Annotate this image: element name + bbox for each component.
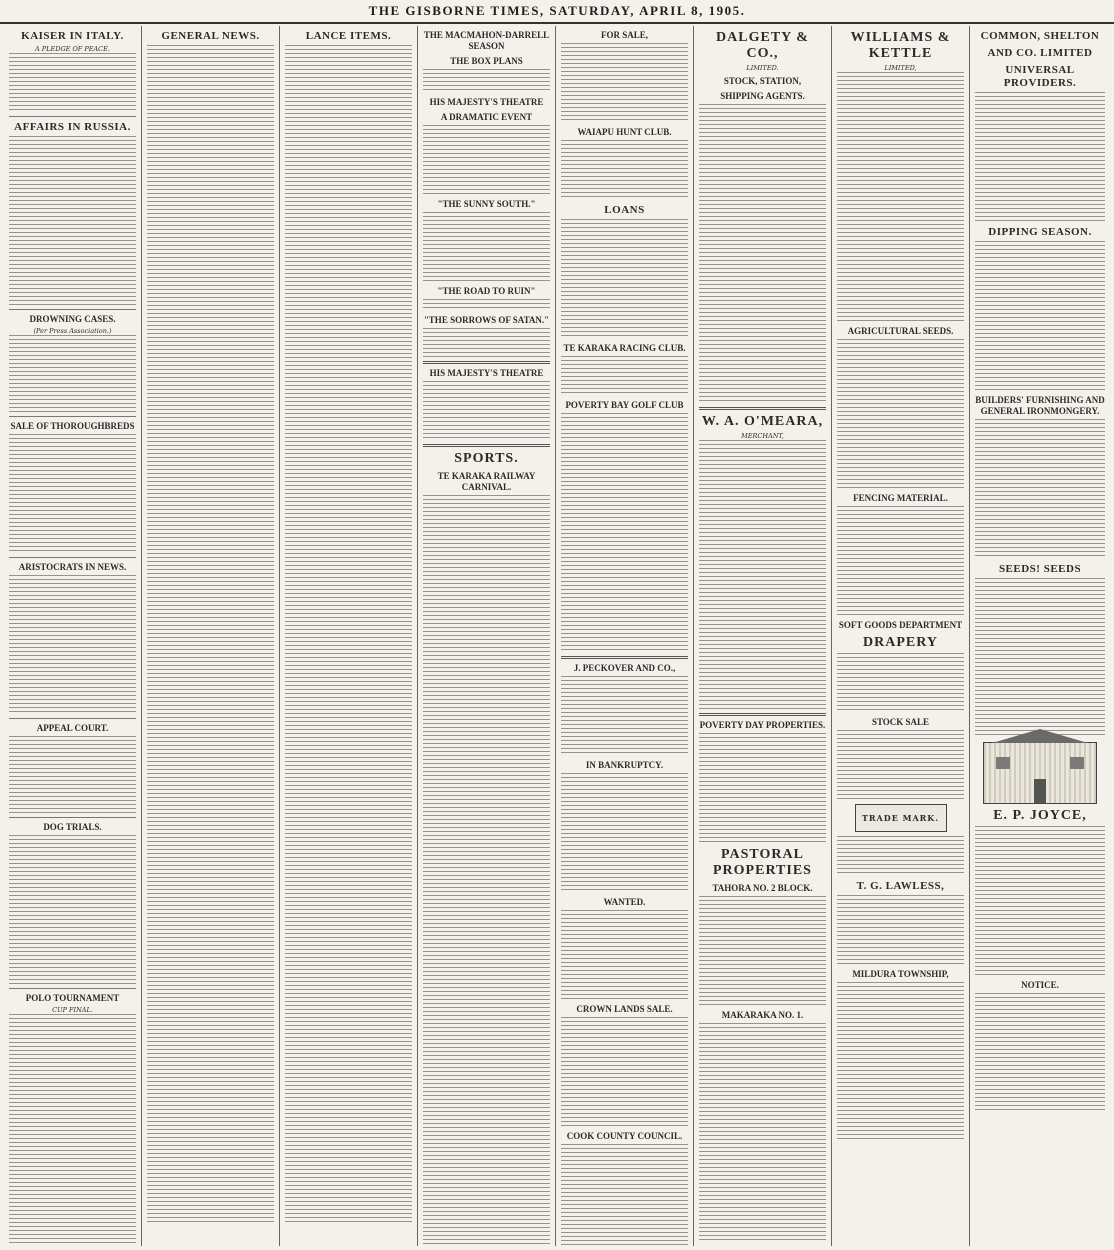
headline-peckover: J. PECKOVER AND CO.,	[573, 663, 676, 673]
headline-shipping-agents: SHIPPING AGENTS.	[720, 91, 805, 101]
headline-makaraka: MAKARAKA NO. 1.	[721, 1010, 804, 1020]
headline-sorrows: "THE SORROWS OF SATAN."	[423, 315, 550, 325]
article-russia-text	[9, 136, 136, 306]
headline-polo: POLO TOURNAMENT	[25, 993, 120, 1003]
universal-text	[975, 92, 1105, 222]
column-4	[418, 26, 556, 1246]
headline-dalgety: DALGETY & CO.,	[716, 30, 809, 61]
headline-majestys-theatre: HIS MAJESTY'S THEATRE	[429, 97, 544, 107]
column-5	[556, 26, 694, 1246]
majestys-2-text	[423, 381, 550, 441]
sorrows-text	[423, 328, 550, 358]
headline-stock-station: STOCK, STATION,	[723, 76, 802, 86]
subhead-polo: CUP FINAL.	[52, 1006, 93, 1014]
headline-mildura: MILDURA TOWNSHIP,	[852, 969, 949, 979]
williams-kettle-text	[837, 72, 964, 322]
headline-crown-lands: CROWN LANDS SALE.	[576, 1004, 673, 1014]
headline-dog-trials: DOG TRIALS.	[43, 822, 102, 832]
headline-cook-county: COOK COUNTY COUNCIL.	[566, 1131, 683, 1141]
crown-lands-text	[561, 1017, 688, 1127]
headline-road-to-ruin: "THE ROAD TO RUIN"	[437, 286, 536, 296]
headline-appeal-court: APPEAL COURT.	[36, 723, 109, 733]
headline-aristocrats: ARISTOCRATS IN NEWS.	[18, 562, 127, 572]
article-appeal-text	[9, 736, 136, 814]
trade-mark-logo: TRADE MARK.	[855, 804, 947, 832]
column-1	[4, 26, 142, 1246]
karaka-racing-text	[561, 356, 688, 396]
masthead-title: THE GISBORNE TIMES, SATURDAY, APRIL 8, 1905.	[368, 3, 746, 18]
peckover-text	[561, 676, 688, 756]
headline-for-sale: FOR SALE,	[600, 30, 648, 40]
headline-stock-sale: STOCK SALE	[871, 717, 930, 727]
sunny-south-text	[423, 212, 550, 282]
subhead-drowning: (Per Press Association.)	[33, 327, 112, 335]
headline-pastoral: PASTORAL PROPERTIES	[713, 847, 812, 878]
headline-drowning: DROWNING CASES.	[29, 314, 116, 324]
stock-sale-text	[837, 730, 964, 800]
headline-loans: LOANS	[604, 204, 645, 216]
article-drowning-text	[9, 335, 136, 413]
cook-county-text	[561, 1144, 688, 1246]
headline-golf-club: POVERTY BAY GOLF CLUB	[565, 400, 684, 410]
fencing-text	[837, 506, 964, 616]
column-7	[832, 26, 970, 1246]
headline-omeara: W. A. O'MEARA,	[701, 414, 824, 429]
headline-karaka-carnival: TE KARAKA RAILWAY CARNIVAL.	[437, 471, 536, 492]
headline-universal: UNIVERSAL PROVIDERS.	[1003, 64, 1077, 89]
headline-joyce: E. P. JOYCE,	[993, 808, 1087, 823]
headline-majestys-2: HIS MAJESTY'S THEATRE	[429, 368, 544, 378]
article-aristocrats-text	[9, 575, 136, 715]
trade-mark-text	[837, 836, 964, 876]
seeds-text	[975, 578, 1105, 738]
headline-kaiser: KAISER IN ITALY.	[21, 30, 124, 42]
waiapu-text	[561, 140, 688, 200]
headline-karaka-racing: TE KARAKA RACING CLUB.	[563, 343, 686, 353]
column-2	[142, 26, 280, 1246]
headline-fencing: FENCING MATERIAL.	[853, 493, 948, 503]
agri-seeds-text	[837, 339, 964, 489]
drapery-text	[837, 653, 964, 713]
headline-lance-items: LANCE ITEMS.	[305, 30, 392, 42]
article-lance-items-text	[285, 45, 412, 1225]
lawless-text	[837, 895, 964, 965]
article-kaiser-text	[9, 53, 136, 113]
notice-text	[975, 993, 1105, 1113]
bankruptcy-text	[561, 773, 688, 893]
box-plans-text	[423, 69, 550, 93]
headline-lawless: T. G. LAWLESS,	[856, 880, 945, 892]
golf-club-text	[561, 413, 688, 653]
headline-macmahon: THE MACMAHON-DARRELL SEASON	[423, 30, 550, 51]
headline-thoroughbreds: SALE OF THOROUGHBREDS	[10, 421, 135, 431]
headline-soft-goods: SOFT GOODS DEPARTMENT	[838, 620, 963, 630]
dramatic-event-text	[423, 125, 550, 195]
article-dog-trials-text	[9, 835, 136, 985]
subhead-kaiser: A PLEDGE OF PEACE.	[35, 45, 110, 53]
mildura-text	[837, 982, 964, 1142]
headline-sunny-south: "THE SUNNY SOUTH."	[437, 199, 536, 209]
sports-text	[423, 495, 550, 1246]
headline-poverty-day: POVERTY DAY PROPERTIES.	[699, 720, 826, 730]
headline-common-shelton: COMMON, SHELTON	[980, 30, 1100, 42]
headline-dipping: DIPPING SEASON.	[988, 226, 1092, 238]
headline-sports: SPORTS.	[454, 451, 519, 466]
article-thoroughbreds-text	[9, 434, 136, 554]
dipping-text	[975, 241, 1105, 391]
for-sale-text	[561, 43, 688, 123]
tahora-text	[699, 896, 826, 1006]
columns	[4, 26, 1110, 1246]
headline-seeds: SEEDS! SEEDS	[998, 563, 1082, 575]
headline-wanted: WANTED.	[603, 897, 646, 907]
column-6	[694, 26, 832, 1246]
loans-text	[561, 219, 688, 339]
poverty-day-text	[699, 733, 826, 843]
article-polo-text	[9, 1014, 136, 1246]
builders-text	[975, 419, 1105, 559]
joyce-text	[975, 826, 1105, 976]
masthead	[0, 0, 1114, 24]
headline-notice: NOTICE.	[1021, 980, 1059, 990]
headline-builders: BUILDERS' FURNISHING AND GENERAL IRONMONGERY.	[975, 395, 1105, 416]
headline-waiapu-hunt: WAIAPU HUNT CLUB.	[577, 127, 672, 137]
headline-common-shelton-2: AND CO. LIMITED	[987, 47, 1093, 59]
column-8	[970, 26, 1110, 1246]
wanted-text	[561, 910, 688, 1000]
headline-williams-kettle: WILLIAMS & KETTLE	[850, 30, 951, 61]
makaraka-text	[699, 1023, 826, 1243]
column-3	[280, 26, 418, 1246]
headline-agri-seeds: AGRICULTURAL SEEDS.	[847, 326, 954, 336]
headline-dramatic-event: A DRAMATIC EVENT	[440, 112, 533, 122]
headline-general-news: GENERAL NEWS.	[161, 30, 260, 42]
headline-box-plans: THE BOX PLANS	[450, 56, 523, 66]
omeara-text	[699, 440, 826, 710]
headline-tahora: TAHORA NO. 2 BLOCK.	[712, 883, 813, 893]
headline-russia: AFFAIRS IN RUSSIA.	[14, 121, 131, 133]
headline-drapery: DRAPERY	[863, 635, 938, 650]
house-illustration	[983, 742, 1097, 804]
article-general-news-text	[147, 45, 274, 1225]
headline-bankruptcy: IN BANKRUPTCY.	[585, 760, 664, 770]
subhead-williams-kettle: LIMITED,	[884, 64, 917, 72]
subhead-dalgety: LIMITED.	[746, 64, 779, 72]
dalgety-text	[699, 104, 826, 404]
road-to-ruin-text	[423, 299, 550, 311]
subhead-omeara: MERCHANT,	[741, 432, 784, 440]
